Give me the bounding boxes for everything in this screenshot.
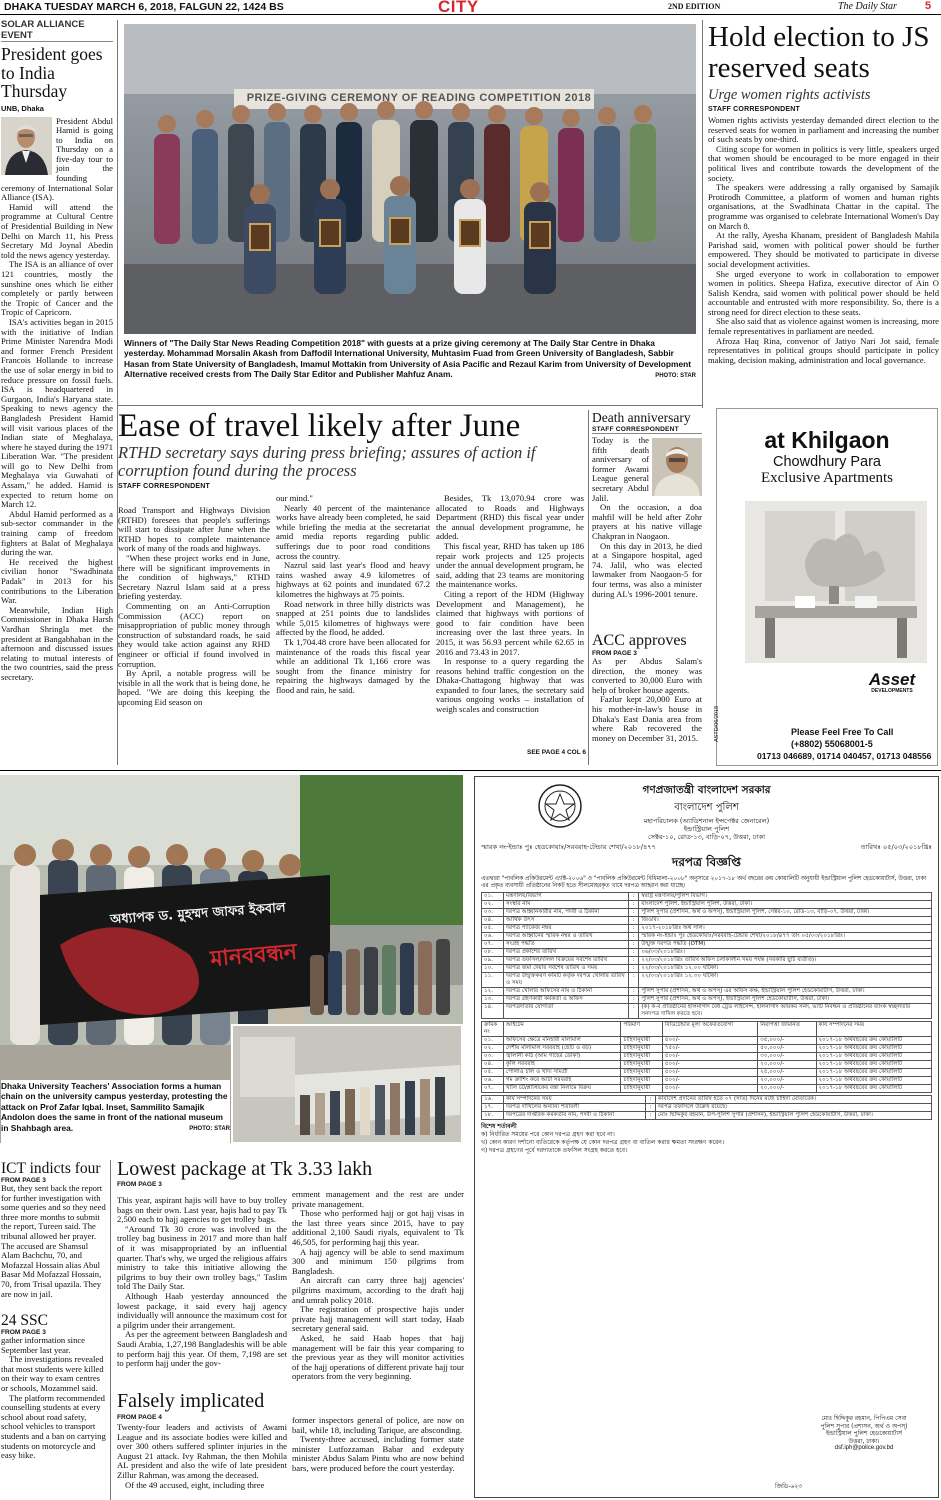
tender-item-row-cell: ৫০০/-	[662, 1061, 757, 1069]
story-paragraph: ernment management and the rest are under private management.	[292, 1189, 464, 1209]
condition-item: গ) দরপত্র গ্রহণের পূর্বে দরদাতাকে তফসিল সংগ্রহ করতে হবে।	[481, 1147, 628, 1154]
from-page: FROM PAGE 3	[1, 1329, 46, 1336]
tender-item-row-cell: ৫০,০০০/-	[758, 1045, 816, 1053]
tender-footer-row-cell: ১৭.	[482, 1104, 504, 1112]
reading-competition-photo	[124, 24, 696, 334]
tender-info-row	[482, 917, 932, 925]
tender-item-row-cell: ৫০০/-	[662, 1085, 757, 1093]
tender-item-row-cell: ২০১৭-১৮ অর্থবছরের ক্রয় কোয়ালিটি	[816, 1085, 932, 1093]
separator: :	[629, 973, 639, 988]
story-headline: Lowest package at Tk 3.33 lakh	[117, 1158, 373, 1180]
story-headline: Ease of travel likely after June	[118, 408, 521, 444]
tender-notice	[474, 776, 939, 1498]
tender-item-row-cell: ২০১৭-১৮ অর্থবছরের ক্রয় কোয়ালিটি	[816, 1069, 932, 1077]
separator: :	[629, 1004, 639, 1019]
tender-info-row-cell: দরপত্র খোলার অফিসের নাম ও ঠিকানা	[504, 988, 629, 996]
story-paragraph: This year, aspirant hajis will have to buy trolley bags on their own. Last year, hajis had to pay Tk 2,500 each to hajj agencies to get trolley bags.	[117, 1195, 287, 1225]
tender-address: সেক্টর-১০, রোড-১৩, বাড়ি-০৭, উত্তরা, ঢাকা	[647, 833, 766, 841]
tender-item-row-cell: ২০১৭-১৮ অর্থবছরের ক্রয় কোয়ালিটি	[816, 1061, 932, 1069]
story-paragraph: This fiscal year, RHD has taken up 186 repair work projects and 125 projects under the annual development program, he said, adding that 23 teams are monitoring the maintenance works.	[436, 540, 584, 590]
story-paragraph: Twenty-four leaders and activists of Awami League and its associate bodies were killed and over 300 others suffered splinter injuries in the August 21 attack. Ivy Rahman, the then Mohila AL president and also the wife of late president Zillur Rahman, was among the deceased.	[117, 1422, 287, 1480]
story-paragraph: former inspectors general of police, are now on bail, while 18, including Tarique, are absconding.	[292, 1415, 464, 1435]
story-paragraph: Citing a report of the HDM (Highway Development and Management), he claimed that highways with portions of good to fair condition have been increasing over the last three years. In 2015, it was 56.93 percent while 62.65 in 2016 and 73.43 in 2017.	[436, 588, 584, 657]
tender-info-row	[482, 957, 932, 965]
tender-item-row-cell: গম ক্রাশিং করে আটা সরবরাহ	[504, 1077, 621, 1085]
tender-info-row-cell: দরপত্র প্রকাশের তারিখ	[504, 949, 629, 957]
tender-info-row-cell: জিওবি।	[639, 917, 932, 925]
story-paragraph: On the occasion, a doa mahfil will be held after Zohr prayers at his native village Chakpran in Naogaon.	[592, 502, 702, 541]
tender-memo-line	[481, 843, 932, 852]
tender-footer-row-cell: মোঃ ছিদ্দিকুর রহমান, উপ-পুলিশ সুপার (প্রশাসন), ইন্ডাস্ট্রিয়াল পুলিশ হেডকোয়ার্টার্স, উত্তরা, ঢাকা।	[655, 1112, 931, 1120]
falsely-column-2	[292, 1416, 464, 1500]
condition-item: খ) কোন কারণ দর্শানো ব্যতিরেকে কর্তৃপক্ষ যে কোন দরপত্র গ্রহণ বা বাতিল করার ক্ষমতা সংরক্ষণ করেন।	[481, 1139, 724, 1146]
items-header-cell: বিডিটেন্ডার মূল্য অফেরতযোগ্য	[662, 1022, 757, 1037]
tender-item-row-cell: ৫০০/-	[662, 1077, 757, 1085]
tender-info-row	[482, 909, 932, 917]
ad-phone-2: 01713 046689, 01714 040457, 01713 048556	[757, 751, 932, 761]
tender-item-row	[482, 1069, 932, 1077]
conditions-title: বিশেষ শর্তাবলী	[481, 1123, 517, 1130]
story-paragraph: Meanwhile, Indian High Commissioner in Dhaka Harsh Vardhan Shringla met the president at Bangabhaban in the afternoon and discussed issues relating to mutual interests of the two countries, said the press secretary.	[1, 604, 113, 682]
tender-item-row-cell: ২০,০০০/-	[758, 1077, 816, 1085]
story-paragraph: Women rights activists yesterday demanded direct election to the reserved seats for women in parliament and increasing the number of such seats by one-third.	[708, 115, 939, 145]
story-paragraph: Of the 49 accused, eight, including three	[125, 1479, 265, 1490]
story-headline: Falsely implicated	[117, 1390, 265, 1412]
protest-banner-text: অধ্যাপক ড. মুহম্মদ জাফর ইকবাল	[109, 900, 287, 928]
tender-info-row-cell: দরপত্র তফসিল/দলিল বিক্রয়ের সর্বশেষ তারিখ	[504, 957, 629, 965]
tender-info-row-cell: ১০.	[482, 965, 504, 973]
tender-item-row-cell: ৫০০/-	[662, 1053, 757, 1061]
story-paragraph: As per the agreement between Bangladesh and Saudi Arabia, 1,27,198 Bangladeshis will be able to perform hajj this year. Of them, 7,198 are set to perform hajj under the gov-	[117, 1329, 287, 1369]
story-paragraph: Nearly 40 percent of the maintenance works have already been completed, he said while briefing the media at the secretariat amid media reports regarding public sufferings due to poor road conditions across the country.	[276, 502, 430, 561]
items-header-cell: আইটেম	[504, 1022, 621, 1037]
tender-item-row-cell: ৫০০/-	[662, 1037, 757, 1045]
tender-item-row-cell: ০৬.	[482, 1077, 504, 1085]
tender-item-row-cell: ০৩.	[482, 1053, 504, 1061]
caption-text: Winners of "The Daily Star News Reading Competition 2018" with guests at a prize giving ceremony at The Daily Star Centre in Dhaka yesterday. Mohammad Morsalin Akash from Daffodil International University, Muhtasim Fuad from Green University of Bangladesh, Sabbir Hasan from State University of Bangladesh, Imamul Mottakin from University of Asia Pacific and Rezaul Karim from University of Development Alternative received crests from The Daily Star Editor and Publisher Mahfuz Anam.	[124, 338, 692, 380]
ad-code: ASTD/06/2018	[714, 705, 720, 742]
tender-date: তারিখঃ ০৫/০৩/২০১৮খ্রিঃ	[860, 843, 932, 851]
tender-footer-row-cell: ১৬.	[482, 1096, 504, 1104]
tender-item-row-cell: চাহিদানুযায়ী	[621, 1069, 662, 1077]
tender-info-row-cell: ০২.	[482, 901, 504, 909]
tender-info-row-cell: ১৩.	[482, 996, 504, 1004]
photo-credit: PHOTO: STAR	[655, 373, 696, 380]
tender-intro: এতদ্বারা "পাবলিক প্রকিউরমেন্ট এ্যাক্ট-২০০৬" ও "পাবলিক প্রকিউরমেন্ট বিধিমালা-২০০৮" অনুসারে ২০১৭-১৮ অর্থ বছরের ক্রয় কোয়ালিটি অনুযায়ী ইন্ডাস্ট্রিয়াল পুলিশ হেডকোয়ার্টার্স, উত্তরা, ঢাকা এর প্রকৃত ব্যবসায়ী প্রতিষ্ঠানের নিকট হতে সীলমোহরকৃত খামে দরপত্র আহ্বান করা যাচ্ছে।	[481, 876, 927, 889]
tender-item-row-cell: ৫০০/-	[662, 1069, 757, 1077]
tender-item-row-cell: ০৭.	[482, 1085, 504, 1093]
tender-info-row-cell: (ক) ক-ব প্রতিষ্ঠানের হালনাগাদ বৈধ ট্রেড লাইসেন্স, হালনাগাদ আয়কর সনদ, ভ্যাট নিবন্ধন ও প্রতিষ্ঠানের ব্যাংক স্বচ্ছলতার সনদপত্র দাখিল করতে হবে।	[639, 1004, 932, 1019]
story-paragraph: Besides, Tk 13,070.94 crore was allocated to Roads and Highways Department (RHD) this fiscal year under the annual development programme, he added.	[436, 493, 584, 542]
tender-office-1: মহাপরিচালক (অ্যাডিশনাল ইন্সপেক্টর জেনারেল)	[643, 817, 770, 825]
separator: :	[629, 988, 639, 996]
tender-info-row-cell: স্বরাষ্ট্র মন্ত্রণালয়/পুলিশ বিভাগ।	[639, 893, 932, 901]
story-paragraph: gather information since September last year.	[1, 1335, 85, 1355]
story-paragraph: In response to a query regarding the reasons behind traffic congestion on the Dhaka-Chattagong highway that was expanded to four lanes, the secretary said various ongoing works – installation of weigh scales and construction	[436, 656, 584, 715]
hajj-column-1	[117, 1196, 287, 1382]
separator: :	[645, 1112, 655, 1120]
tender-footer-row	[482, 1104, 932, 1112]
story-byline: STAFF CORRESPONDENT	[118, 483, 210, 490]
tender-memo: স্মারক নং-ইন্ডাঃ পুঃ হেডকোয়াঃ/সরবরাহ-টেন্ডার শেখা/২০১৮/৪৭৭	[481, 843, 656, 851]
tender-footer-row-cell: কার্যাদেশ প্রদানের তারিখ হতে ০৭ (সাত) দিনের মধ্যে চাহিদা মোতাবেক।	[655, 1096, 931, 1104]
story-paragraph: "Around Tk 30 crore was involved in the trolley bag business in 2017 and more than half of it was misappropriated by an influential quarter. That's why, we urged the religious affairs ministry to take this initiative allowing the pilgrims to buy their own trolley bags," Taslim told The Daily Star.	[117, 1223, 287, 1292]
tender-item-row-cell: চাহিদানুযায়ী	[621, 1085, 662, 1093]
brand-name: Asset	[868, 670, 916, 689]
story-body	[708, 116, 939, 365]
ad-phone-1: (+8802) 55068001-5	[791, 739, 873, 749]
tender-info-row-cell: ২২/০৩/২০১৮খ্রিঃ তারিখ অফিস চলাকালীন সময় পর্যন্ত (সরকারি ছুটি ব্যতীত)।	[639, 957, 932, 965]
tender-item-row	[482, 1077, 932, 1085]
from-page: FROM PAGE 3	[117, 1181, 162, 1188]
items-header-cell: ক্রমিক নং	[482, 1022, 504, 1037]
ad-headline: at Khilgaon	[764, 427, 890, 453]
tender-item-row-cell: ২০,০০০/-	[758, 1085, 816, 1093]
tender-item-row-cell: চাহিদানুযায়ী	[621, 1061, 662, 1069]
tender-footer-table	[481, 1095, 932, 1120]
story-headline: ACC approves	[592, 632, 687, 649]
tender-info-row	[482, 965, 932, 973]
tender-item-row	[482, 1061, 932, 1069]
separator: :	[629, 996, 639, 1004]
tender-info-row-cell: দরপত্র প্যাকেজ নম্বর	[504, 925, 629, 933]
tender-info-row-cell: দরপত্র আহ্বানকারীর নাম, পদবী ও ঠিকানা	[504, 909, 629, 917]
story-headline: ICT indicts four	[1, 1160, 101, 1177]
story-paragraph: She also said that as violence against women is increasing, more female representatives in parliament are needed.	[708, 316, 939, 337]
story-paragraph: A hajj agency will be able to send maximum 300 and minimum 150 pilgrims from Bangladesh.	[292, 1246, 464, 1276]
tender-items-table	[481, 1021, 932, 1093]
tender-item-row	[482, 1045, 932, 1053]
story-paragraph: Road Transport and Highways Division (RTHD) foresees that people's sufferings will start to dissipate after June when the RTHD hopes to complete maintenance work of many of the roads and highways.	[118, 505, 270, 554]
from-page: FROM PAGE 4	[117, 1414, 162, 1421]
story-paragraph: The platform recommended counselling students at every school about road safety, school vehicles to transport students and a ban on carrying students on motorcycle and easy bike.	[1, 1392, 106, 1461]
story-paragraph: Commenting on an Anti-Corruption Commission (ACC) report on misappropriation of public money through construction of substandard roads, he said they would take action against any RHD engineer or official if found involved in corruption.	[118, 600, 270, 669]
story-paragraph: An aircraft can carry three hajj agencies' pilgrims maximum, according to the draft hajj and umrah policy 2018.	[292, 1275, 464, 1305]
tender-item-row-cell: ৩০,০০০/-	[758, 1053, 816, 1061]
story-paragraph: She urged everyone to work in collaboration to empower women in politics. Sheepa Hafiza, executive director of Ain O Salish Kendra, said women with political power should be held accountable and entrusted with more responsibility. So, there is a strong need for direct election to these seats.	[708, 268, 939, 317]
tender-item-row-cell: ২৫,০০০/-	[758, 1069, 816, 1077]
story-paragraph: Afroza Haq Rina, convenor of Jatiyo Nari Jot said, female representatives in political groups should participate in policy making, decision making, administration and local governance.	[708, 335, 939, 365]
photo-banner-text: PRIZE-GIVING CEREMONY OF READING COMPETITION 2018	[246, 92, 592, 104]
tender-info-row-cell: ১৪.	[482, 1004, 504, 1019]
tender-item-row-cell: চাহিদানুযায়ী	[621, 1045, 662, 1053]
tender-footer-row	[482, 1096, 932, 1104]
story-byline: STAFF CORRESPONDENT	[708, 106, 800, 113]
tender-conditions	[481, 1123, 932, 1155]
death-anniversary-story	[592, 410, 702, 632]
tender-footer-row	[482, 1112, 932, 1120]
tender-info-row-cell: ২০১৭-২০১৮খ্রিঃ অর্থ সাল।	[639, 925, 932, 933]
tender-item-row	[482, 1053, 932, 1061]
tender-info-row-cell: ০৭.	[482, 941, 504, 949]
ssc-story	[1, 1312, 108, 1500]
tender-info-row-cell: পুলিশ সুপার (প্রশাসন, অর্থ ও অপস্), ইন্ডাস্ট্রিয়াল পুলিশ হেডকোয়ার্টার্স, উত্তরা, ঢাকা।	[639, 996, 932, 1004]
tender-info-row	[482, 933, 932, 941]
falsely-column-1	[117, 1423, 287, 1500]
column-rule	[588, 410, 589, 765]
tender-items-rows	[482, 1037, 932, 1093]
gd-code: জিডি-৬২৩	[775, 1483, 803, 1490]
story-paragraph: Road network in three hilly districts was snapped at 251 points due to landslides while 5,015 kilometres of highways were affected by the flood, he added.	[276, 598, 430, 638]
story-kicker: SOLAR ALLIANCE EVENT	[1, 19, 113, 42]
story-paragraph: The speakers were addressing a rally organised by Samajik Protirodh Committee, a platform of women and human rights organisations, at the Swadhinata Chattar in the capital. The programme was organised to celebrate International Women's Day on March 8.	[708, 182, 939, 231]
caption-text: Dhaka University Teachers' Association forms a human chain on the university campus yesterday, protesting the attack on Prof Zafar Iqbal. Inset, Sammilito Samajik Andolon does the same in front of the national museum in Shahbagh area.	[1, 1081, 228, 1133]
hajj-column-2	[292, 1190, 464, 1382]
tender-item-row-cell: কুলি সরবরাহ	[504, 1061, 621, 1069]
column-rule	[110, 1160, 111, 1500]
separator: :	[629, 965, 639, 973]
edition-label: 2ND EDITION	[668, 2, 721, 11]
from-page: FROM PAGE 3	[592, 650, 637, 657]
story-paragraph: He received the highest civilian honor "Swadhinata Padak" in 2013 for his contributions to the Liberation War.	[1, 556, 113, 606]
section-rule	[117, 405, 703, 406]
tender-item-row-cell: চাহিদানুযায়ী	[621, 1077, 662, 1085]
story-paragraph: ISA's activities began in 2015 with the initiative of Indian Prime Minister Narendra Modi and former French President Francois Hollande to increase the use of solar energy in bid to reduce pressure on fossil fuels. ISA is headquartered in Gurgaon, India's Haryana state. Speaking to news agency the Bangladesh President Hamid will visit various places of the Indian state of Meghalaya, where he stayed during the 1971 Liberation War. "The president will go to New Delhi from Meghalaya via Guwahati of Assam," he added. Hamid is expected to return home on March 12.	[1, 316, 113, 510]
tender-item-row-cell: ২০১৭-১৮ অর্থবছরের ক্রয় কোয়ালিটি	[816, 1045, 932, 1053]
tender-info-row-cell: মন্ত্রণালয়/বিভাগ	[504, 893, 629, 901]
solar-story	[1, 19, 113, 769]
separator: :	[629, 941, 639, 949]
tender-item-row-cell: ২০১৭-১৮ অর্থবছরের ক্রয় কোয়ালিটি	[816, 1077, 932, 1085]
tender-info-row-cell: ০১.	[482, 893, 504, 901]
tender-item-row-cell: পোলাও চাল ও খাদ্য সামগ্রী	[504, 1069, 621, 1077]
separator: :	[629, 949, 639, 957]
story-paragraph: The investigations revealed that most students were killed on their way to exam centres or schools, Mozammel said.	[1, 1354, 104, 1393]
protest-banner-word: মানববন্ধন	[209, 939, 298, 973]
ict-story	[1, 1160, 108, 1310]
tender-item-row	[482, 1037, 932, 1045]
tender-info-row	[482, 893, 932, 901]
tender-item-row-cell: ২০,০০০/-	[758, 1061, 816, 1069]
jump-line: SEE PAGE 4 COL 6	[526, 749, 586, 756]
story-paragraph: Tk 1,704.48 crore have been allocated for maintenance of the roads this fiscal year while an additional Tk 1,166 crore was sought from the finance ministry for repairing the highways damaged by the flood and rain, he said.	[276, 636, 430, 695]
protest-photo-caption	[1, 1080, 230, 1144]
story-paragraph: Abdul Hamid performed as a sub-sector commander in the training camp of freedom fighters at Balat of Meghalaya during the war.	[1, 508, 113, 558]
ad-call-line: Please Feel Free To Call	[791, 727, 894, 737]
jalil-photo	[652, 438, 702, 496]
story-lead: Today is the fifth death anniversary of former Awami League general secretary Abdul Jalil.	[592, 435, 649, 503]
tender-info-row-cell: ১২.	[482, 988, 504, 996]
story-body	[592, 657, 702, 743]
tender-title: দরপত্র বিজ্ঞপ্তি	[672, 855, 741, 869]
tender-item-row-cell: চাহিদানুযায়ী	[621, 1053, 662, 1061]
separator: :	[629, 925, 639, 933]
tender-info-row-cell: দরপত্র আহ্বানের স্মারক নম্বর ও তারিখ	[504, 933, 629, 941]
tender-info-row-cell: দরপত্র উন্মুক্তকরণ কমিটি কর্তৃক দরপত্র খোলার তারিখ ও সময়	[504, 973, 629, 988]
paper-name: The Daily Star	[838, 1, 897, 12]
tender-info-row	[482, 988, 932, 996]
tender-info-row-cell: দরপত্র জমা দেয়ার সর্বশেষ তারিখ ও সময়	[504, 965, 629, 973]
tender-info-row	[482, 941, 932, 949]
signer-title: পুলিশ সুপার (প্রশাসন, অর্থ ও অপস্)	[820, 1422, 908, 1430]
condition-item: ক) নির্ধারিত সময়ের পরে কোন দরপত্র গ্রহণ করা হবে না।	[481, 1131, 615, 1138]
tender-footer-rows	[482, 1096, 932, 1120]
tender-info-row-cell: উন্মুক্ত দরপত্র পদ্ধতি (OTM)	[639, 941, 932, 949]
tender-signature-block	[793, 1415, 935, 1453]
tender-item-row-cell: খালি চট/প্লাস্টিকের বস্তা নিলামে বিক্রয়	[504, 1085, 621, 1093]
tender-item-row-cell: ২০১৭-১৮ অর্থবছরের ক্রয় কোয়ালিটি	[816, 1053, 932, 1061]
tender-item-row-cell: চাহিদানুযায়ী	[621, 1037, 662, 1045]
tender-info-row-cell: বাংলাদেশ পুলিশ, ইন্ডাস্ট্রিয়াল পুলিশ, উত্তরা, ঢাকা।	[639, 901, 932, 909]
tender-info-row-cell: ০৮.	[482, 949, 504, 957]
tender-office-2: ইন্ডাস্ট্রিয়াল পুলিশ	[683, 825, 730, 833]
signer-address: উত্তরা, ঢাকা।	[848, 1437, 880, 1445]
tender-footer-row-cell: ১৮.	[482, 1112, 504, 1120]
tender-info-row-cell: সংগ্রহ পদ্ধতি	[504, 941, 629, 949]
from-page: FROM PAGE 3	[1, 1177, 46, 1184]
story-paragraph: The registration of prospective hajis under private hajj management will start today, Haab secretary general said.	[292, 1304, 464, 1334]
tender-item-row-cell: ৩৫,০০০/-	[758, 1037, 816, 1045]
separator: :	[645, 1104, 655, 1112]
tender-info-row	[482, 901, 932, 909]
tender-item-row-cell: ০২.	[482, 1045, 504, 1053]
tender-info-row-cell: ০৯.	[482, 957, 504, 965]
story-byline: STAFF CORRESPONDENT	[592, 426, 702, 434]
travel-column-3	[436, 494, 584, 746]
tender-info-row-cell: আর্থিক উৎস	[504, 917, 629, 925]
story-kicker: Death anniversary	[592, 410, 691, 425]
reading-photo-caption	[124, 338, 696, 392]
story-paragraph: At the rally, Ayesha Khanam, president of Bangladesh Mahila Parishad said, women with political power should be further empowered. They should be motivated to participate in diverse social development activities.	[708, 230, 939, 269]
story-headline: Hold election to JS reserved seats	[708, 21, 930, 84]
tender-info-row-cell: ০৬/০৩/২০১৮খ্রিঃ।	[639, 949, 932, 957]
tender-info-row-cell: ০৬.	[482, 933, 504, 941]
photo-credit: PHOTO: STAR	[189, 1125, 230, 1132]
tender-info-row-cell: স্মারক নং-ইন্ডাঃ পুঃ হেডকোয়াঃ/সরবরাহ-টেন্ডার শেখা/২০১৮/৪৭৭ তাং ০৫/০৩/২০১৮খ্রিঃ।	[639, 933, 932, 941]
tender-info-row-cell: ০৩.	[482, 909, 504, 917]
election-story	[708, 22, 939, 404]
separator: :	[629, 917, 639, 925]
separator: :	[629, 893, 639, 901]
story-paragraph: By April, a notable progress will be visible in all the work that is being done, he hoped. "We are doing this keeping the upcoming Eid season on	[118, 668, 270, 707]
story-paragraph: our mind."	[276, 493, 313, 503]
story-paragraph: Fazlur kept 20,000 Euro at his mother-in-law's house in Dhaka's East Dania area from where Rab recovered the money on December 31, 2015.	[592, 694, 702, 743]
tender-item-row-cell: অফিসের ক্ষেত্রে মনিহারী মালামাল	[504, 1037, 621, 1045]
story-paragraph: Twenty-three accused, including former state minister Lutfozzaman Babar and exdeputy minister Abdus Salam Pintu who are now behind bars, were produced before the court yesterday.	[292, 1434, 464, 1473]
page-number: 5	[925, 0, 932, 12]
section-rule	[0, 770, 941, 771]
ad-interior-photo	[745, 501, 927, 663]
tender-department: বাংলাদেশ পুলিশ	[674, 802, 739, 813]
story-byline: UNB, Dhaka	[1, 103, 44, 113]
tender-footer-row-cell: দরপত্র তফসিলে উল্লেখ রয়েছে।	[655, 1104, 931, 1112]
story-paragraph: Citing scope for women in politics is very little, speakers urged that women should be encouraged to be more engaged in their political lives and contribute towards the development of the society.	[708, 143, 939, 183]
story-headline: 24 SSC	[1, 1312, 48, 1329]
separator: :	[629, 933, 639, 941]
tender-info-row	[482, 1004, 932, 1019]
story-deck: Urge women rights activists	[708, 87, 871, 103]
story-body	[1, 1336, 108, 1461]
tender-item-row-cell: ৭৫০/-	[662, 1045, 757, 1053]
tender-info-row-cell: দরপত্রদাতার যোগ্যতা	[504, 1004, 629, 1019]
tender-info-row-cell: ১১.	[482, 973, 504, 988]
items-header-cell: নিরাপত্তা জামানত	[758, 1022, 816, 1037]
items-header-cell: কার্য সম্পাদনের সময়	[816, 1022, 932, 1037]
tender-item-row-cell: জ্বালানী কাঠ (আম গাছের ডোকা)	[504, 1053, 621, 1061]
tender-info-row-cell: ২২/০৩/২০১৮খ্রিঃ ১২.০০ ঘটিকা।	[639, 965, 932, 973]
president-photo	[1, 117, 52, 175]
separator: :	[629, 901, 639, 909]
tender-info-row-cell: দরপত্র গ্রহণকারী কর্মকর্তা ও অফিস	[504, 996, 629, 1004]
story-paragraph: Hamid will attend the programme at Cultural Centre of Presidential Building in New Delhi on March 11, his Press Secretary Md Joynal Abedin told the news agency yesterday.	[1, 201, 113, 260]
tender-info-row	[482, 925, 932, 933]
section-name: CITY	[438, 0, 479, 16]
tender-item-row-cell: ২০১৭-১৮ অর্থবছরের ক্রয় কোয়ালিটি	[816, 1037, 932, 1045]
ad-tagline: Exclusive Apartments	[760, 470, 894, 486]
tender-info-row-cell: পুলিশ সুপার (প্রশাসন, অর্থ ও অপস্), ইন্ডাস্ট্রিয়াল পুলিশ, সেক্টর-১০, রোড-১৩, বাড়ি-০৭, উত্তরা, ঢাকা।	[639, 909, 932, 917]
tender-footer-row-cell: দরপত্র দাখিলের অন্যান্য শর্তাবলী	[504, 1104, 646, 1112]
tender-government: গণপ্রজাতন্ত্রী বাংলাদেশ সরকার	[642, 784, 771, 796]
tender-info-row	[482, 973, 932, 988]
column-rule	[702, 20, 703, 408]
story-paragraph: As per Abdus Salam's direction, the money was converted to 30,000 Euro with help of broker house agents.	[592, 656, 702, 695]
acc-story	[592, 632, 702, 764]
story-headline: President goes to India Thursday	[1, 44, 103, 101]
story-paragraph: On this day in 2013, he died at a Singapore hospital, aged 74. Jalil, who was elected lawmaker from Naogaon-5 for four terms, was also a minister during AL's 1996-2001 tenure.	[592, 540, 702, 599]
tender-item-row-cell: ০৪.	[482, 1061, 504, 1069]
tender-info-row-cell: সংস্থার নাম	[504, 901, 629, 909]
signer-name: মোঃ ছিদ্দিকুর রহমান, পিপিএম সেবা	[821, 1415, 907, 1422]
tender-item-row-cell: ০৫.	[482, 1069, 504, 1077]
tender-info-table	[481, 892, 932, 1019]
story-deck: RTHD secretary says during press briefing; assures of action if corruption found during the process	[118, 443, 536, 480]
apartment-advertisement	[716, 408, 938, 766]
items-header-cell: পরিমাণ	[621, 1022, 662, 1037]
signer-org: ইন্ডাস্ট্রিয়াল পুলিশ হেডকোয়ার্টার্স	[826, 1430, 902, 1438]
separator: :	[629, 957, 639, 965]
tender-item-row-cell: ০১.	[482, 1037, 504, 1045]
tender-info-row-cell: পুলিশ সুপার (প্রশাসন, অর্থ ও অপস্) এর অফিস কক্ষ, ইন্ডাস্ট্রিয়াল পুলিশ হেডকোয়ার্টার্স, উত্তরা, ঢাকা।	[639, 988, 932, 996]
ad-subheadline: Chowdhury Para	[773, 454, 881, 470]
tender-info-row	[482, 996, 932, 1004]
story-lead: President Abdul Hamid is going to India on Thursday on a five-day tour to join the founding ceremony of International Solar Alliance (ISA).	[1, 115, 113, 203]
brand-sub: DEVELOPMENTS	[871, 688, 913, 694]
tender-item-row	[482, 1085, 932, 1093]
tender-info-row-cell: ০৫.	[482, 925, 504, 933]
tender-info-row	[482, 949, 932, 957]
tender-item-row-cell: দেশীয় মালামাল সরবরাহ (ছোট ও বড়)	[504, 1045, 621, 1053]
police-emblem-icon	[537, 783, 583, 829]
tender-footer-row-cell: কার্য সম্পাদনের সময়	[504, 1096, 646, 1104]
travel-column-2	[276, 494, 430, 761]
story-paragraph: Although Haab yesterday announced the lowest package, it said every hajj agency individually will announce the maximum cost for a pilgrim under their arrangement.	[117, 1290, 287, 1330]
items-header-row	[482, 1022, 932, 1037]
asset-logo	[857, 671, 927, 694]
tender-info-row-cell: ২২/০৩/২০১৮খ্রিঃ ১২.৩০ ঘটিকা।	[639, 973, 932, 988]
masthead	[0, 0, 941, 15]
story-body	[1, 203, 113, 683]
dateline: DHAKA TUESDAY MARCH 6, 2018, FALGUN 22, 1424 BS	[4, 1, 284, 13]
tender-info-row-cell: ০৪.	[482, 917, 504, 925]
tender-footer-row-cell: দরপত্রের দাপ্তরিক কর্মকর্তার নাম, পদবী ও ঠিকানা	[504, 1112, 646, 1120]
separator: :	[629, 909, 639, 917]
story-paragraph: The ISA is an alliance of over 121 countries, mostly the sunshine ones which lie either completely or partly between the Tropic of Cancer and the Tropic of Capricorn.	[1, 259, 113, 318]
signer-email: dsf.iph@police.gov.bd	[834, 1445, 894, 1452]
story-paragraph: Nazrul said last year's flood and heavy rains washed away 4.9 kilometres of highways at 62 points and inundated 67.2 kilometres the highways at 75 points.	[276, 560, 430, 599]
story-paragraph: "When these project works end in June, there will be significant improvements in the condition of highways," RTHD Secretary Nazrul Islam said at a press briefing yesterday.	[118, 552, 270, 602]
story-paragraph: Asked, he said Haab hopes that hajj management will be fair this year comparing to the previous year as they will monitor activities of the hajj operations of different private hajj tour operators from the very beginning.	[292, 1332, 464, 1382]
travel-column-1	[118, 506, 270, 761]
tender-info-rows	[482, 893, 932, 1019]
story-body: But, they sent back the report for further investigation with some queries and so they need three more months to submit the report, Tureen said. The tribunal allowed her prayer. The accused are Shamsul Alam Bachchu, 70, and Mofazzal Hossain alias Abul Basar Md Mofazzal Hossain, 70, from Trisal upazila. They are now in jail.	[1, 1183, 106, 1299]
separator: :	[645, 1096, 655, 1104]
story-paragraph: Those who performed hajj or got hajj visas in the last three years since 2015, have to pay additional 2,100 Saudi riyals, equivalent to Tk 46,505, for performing hajj this year.	[292, 1208, 464, 1247]
